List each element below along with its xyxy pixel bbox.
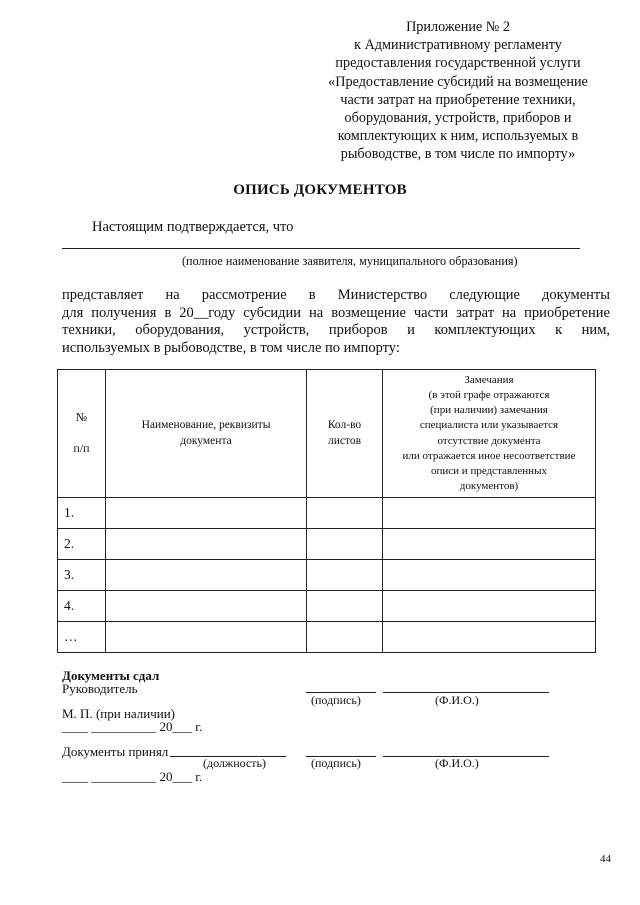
- applicant-caption: (полное наименование заявителя, муниципального образования): [182, 254, 518, 268]
- table-row: [58, 622, 596, 653]
- received-label: Документы принял: [62, 744, 169, 759]
- appendix-line: части затрат на приобретение техники,: [340, 91, 576, 108]
- handed-date[interactable]: ____ __________ 20___ г.: [62, 719, 203, 734]
- appendix-line: рыбоводстве, в том числе по импорту»: [340, 146, 576, 163]
- row-remarks-cell[interactable]: [383, 529, 596, 560]
- appendix-line: «Предоставление субсидий на возмещение: [328, 73, 588, 90]
- row-remarks-cell[interactable]: [383, 622, 596, 653]
- row-number: 2.: [58, 529, 106, 560]
- table-row: [58, 591, 596, 622]
- handed-title: Документы сдал: [62, 668, 160, 683]
- header-number: [58, 370, 106, 498]
- header-document-name: [106, 370, 307, 498]
- row-document-name-cell[interactable]: [106, 622, 307, 653]
- appendix-line: предоставления государственной услуги: [335, 55, 581, 72]
- header-sheet-count-text: Кол-во листов: [327, 419, 362, 447]
- table-row: [58, 560, 596, 591]
- row-remarks-cell[interactable]: [383, 498, 596, 529]
- row-sheet-count-cell[interactable]: [307, 498, 383, 529]
- received-position-caption: (должность): [203, 756, 266, 770]
- row-document-name-cell[interactable]: [106, 591, 307, 622]
- row-number: 3.: [58, 560, 106, 591]
- handed-fio-caption: (Ф.И.О.): [435, 693, 479, 707]
- row-document-name-cell[interactable]: [106, 498, 307, 529]
- page-number: 44: [600, 853, 611, 865]
- header-document-name-text: Наименование, реквизиты документа: [141, 419, 271, 447]
- documents-table: [57, 369, 596, 653]
- appendix-header: [310, 18, 606, 164]
- paragraph-line: представляет на рассмотрение в Министерство следующие документы: [62, 287, 610, 303]
- appendix-line: оборудования, устройств, приборов и: [344, 110, 572, 127]
- header-remarks: [383, 370, 596, 498]
- paragraph-line: техники, оборудования, устройств, приборов и комплектующих к ним,: [62, 322, 610, 339]
- paragraph-line: используемых в рыбоводстве, в том числе по импорту:: [62, 340, 400, 357]
- row-sheet-count-cell[interactable]: [307, 529, 383, 560]
- received-fio-caption: (Ф.И.О.): [435, 756, 479, 770]
- row-document-name-cell[interactable]: [106, 529, 307, 560]
- handed-role: Руководитель: [62, 681, 138, 696]
- row-number: …: [58, 622, 106, 653]
- paragraph-line: для получения в 20__году субсидии на возмещение части затрат на приобретение: [62, 304, 610, 321]
- appendix-line: Приложение № 2: [406, 19, 510, 35]
- header-sheet-count: [307, 370, 383, 498]
- table-row: [58, 529, 596, 560]
- received-signature-caption: (подпись): [311, 756, 361, 770]
- appendix-line: к Административному регламенту: [354, 37, 562, 54]
- body-paragraph: [62, 287, 610, 358]
- stamp-label: М. П. (при наличии): [62, 706, 176, 721]
- table-row: [58, 498, 596, 529]
- document-title: ОПИСЬ ДОКУМЕНТОВ: [233, 182, 407, 198]
- table-header-row: [58, 370, 596, 498]
- row-number: 4.: [58, 591, 106, 622]
- row-sheet-count-cell[interactable]: [307, 622, 383, 653]
- header-number-text: № п/п: [73, 410, 90, 456]
- appendix-line: комплектующих к ним, используемых в: [337, 128, 579, 145]
- row-sheet-count-cell[interactable]: [307, 591, 383, 622]
- row-number: 1.: [58, 498, 106, 529]
- row-remarks-cell[interactable]: [383, 591, 596, 622]
- header-remarks-text: Замечания (в этой графе отражаются (при наличии) замечания специалиста или указывается отсутствие документа или отражается иное несоответствие описи и представленных документов): [402, 373, 576, 493]
- confirm-text: Настоящим подтверждается, что: [92, 219, 294, 235]
- row-document-name-cell[interactable]: [106, 560, 307, 591]
- row-sheet-count-cell[interactable]: [307, 560, 383, 591]
- handed-signature-caption: (подпись): [311, 693, 361, 707]
- received-date[interactable]: ____ __________ 20___ г.: [62, 769, 203, 784]
- applicant-fill-line[interactable]: [62, 248, 580, 249]
- row-remarks-cell[interactable]: [383, 560, 596, 591]
